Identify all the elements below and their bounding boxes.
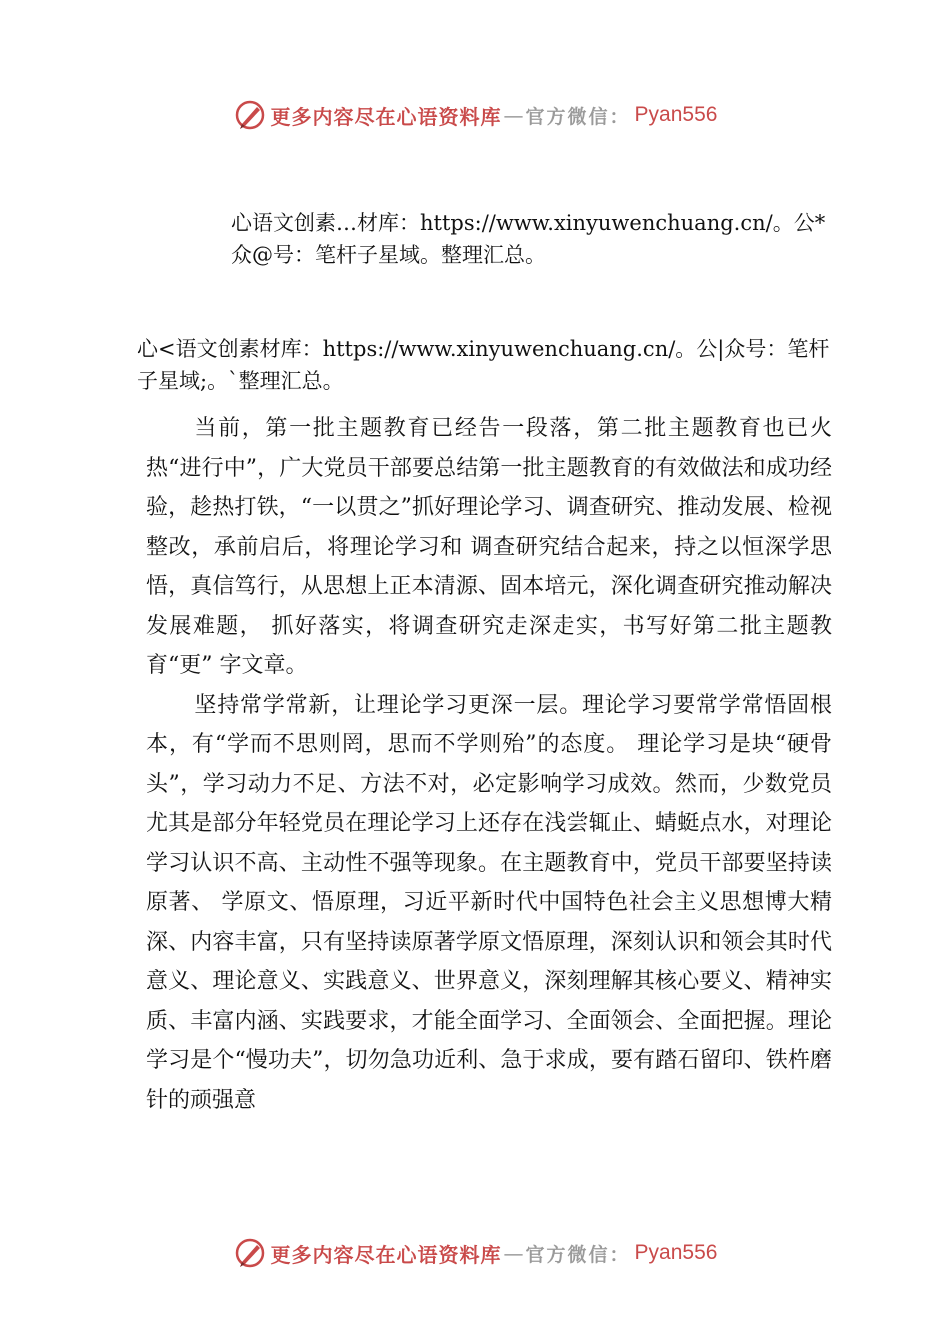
banner-slogan: 更多内容尽在心语资料库: [270, 104, 502, 129]
header-banner: [0, 95, 950, 135]
source-note-indented: 心语文创素…材库：https://www.xinyuwenchuang.cn/。公*众@号：笔杆子星域。整理汇总。: [231, 211, 826, 267]
paragraph: 坚持常学常新，让理论学习更深一层。理论学习要常学常悟固根本，有“学而不思则罔，思而不学则殆”的态度。 理论学习是块“硬骨头”，学习动力不足、方法不对，必定影响学习成效。然而，少数党员尤其是部分年轻党员在理论学习上还存在浅尝辄止、蜻蜓点水，对理论学习认识不高、主动性不强等现象。在主题教育中，党员干部要坚持读原著、 学原文、悟原理，习近平新时代中国特色社会主义思想博大精深、内容丰富，只有坚持读原著学原文悟原理，深刻认识和领会其时代意义、理论意义、实践意义、世界意义，深刻理解其核心要义、精神实质、丰富内涵、实践要求，才能全面学习、全面领会、全面把握。理论学习是个“慢功夫”，切勿急功近利、急于求成，要有踏石留印、铁杵磨针的顽强意: [146, 692, 832, 1113]
source-note-full: 心<语文创素材库：https://www.xinyuwenchuang.cn/。公|众号：笔杆子星域;。`整理汇总。: [137, 337, 830, 393]
banner-wechat-label: 官方微信：: [525, 105, 631, 128]
pen-logo-icon: [233, 98, 267, 132]
footer-banner: [0, 1233, 950, 1273]
banner-separator: —: [503, 1241, 524, 1265]
banner-wechat-id: Pyan556: [634, 103, 718, 126]
banner-separator: —: [503, 103, 524, 127]
paragraph: 当前，第一批主题教育已经告一段落，第二批主题教育也已火热“进行中”，广大党员干部要总结第一批主题教育的有效做法和成功经验，趁热打铁，“一以贯之”抓好理论学习、调查研究、推动发展、检视整改，承前启后，将理论学习和 调查研究结合起来，持之以恒深学思悟，真信笃行，从思想上正本清源、固本培元，深化调查研究推动解决发展难题， 抓好落实，将调查研究走深走实，书写好第二批主题教育“更” 字文章。: [146, 416, 832, 678]
pen-logo-icon: [233, 1236, 267, 1270]
banner-wechat-id: Pyan556: [634, 1241, 718, 1264]
banner-slogan: 更多内容尽在心语资料库: [270, 1242, 502, 1267]
banner-wechat-label: 官方微信：: [525, 1243, 631, 1266]
article-body: [146, 409, 832, 1120]
